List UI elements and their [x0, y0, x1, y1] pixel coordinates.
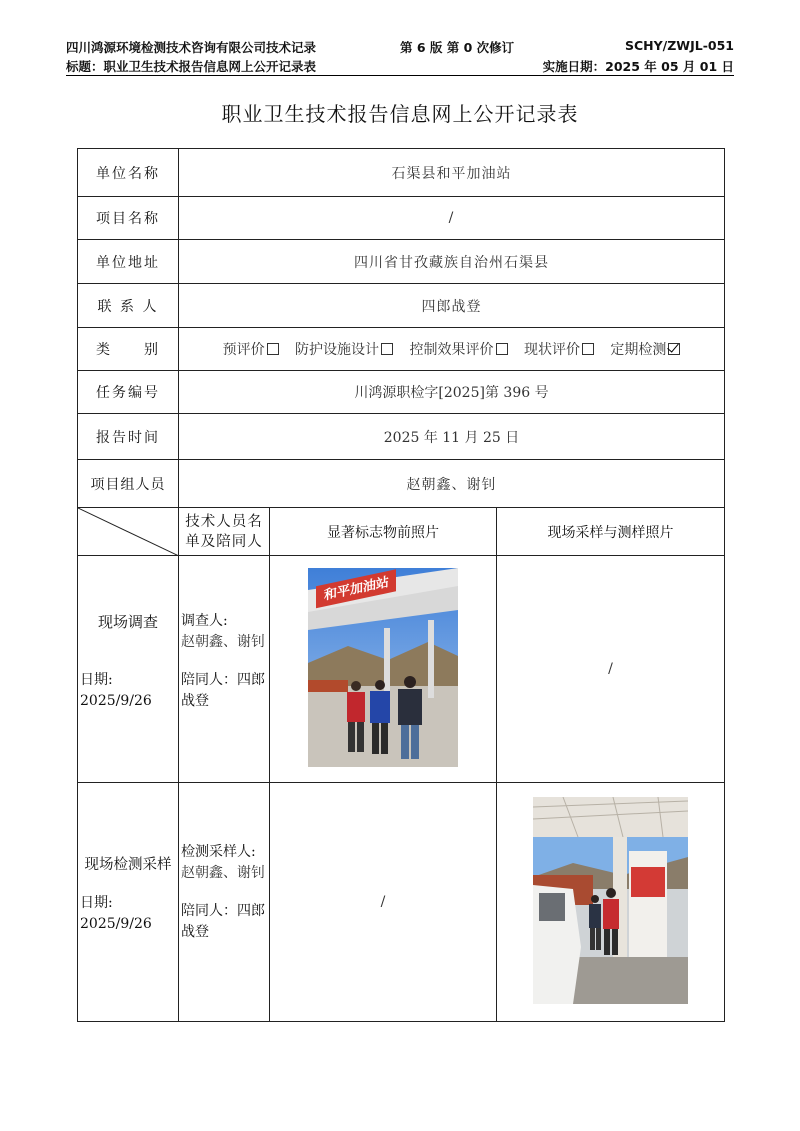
category-options — [179, 328, 725, 371]
sampling-label: 现场检测采样 — [84, 857, 172, 873]
sampling-photo-cell — [497, 783, 725, 1022]
sampling-label-cell — [78, 783, 179, 1022]
subject-line: 标题：职业卫生技术报告信息网上公开记录表 — [66, 59, 317, 74]
row-category — [78, 328, 725, 371]
row-unit-name — [78, 149, 725, 197]
header-line-1 — [66, 38, 734, 56]
record-table — [77, 148, 725, 1022]
row-contact — [78, 284, 725, 328]
value-team: 赵朝鑫、谢钊 — [179, 460, 725, 508]
row-team — [78, 460, 725, 508]
label-address: 单位地址 — [78, 240, 179, 284]
value-report-time: 2025 年 11 月 25 日 — [179, 414, 725, 460]
sampling-companion: 陪同人：四郎战登 — [181, 903, 265, 940]
checked-box-icon[interactable] — [668, 343, 680, 355]
survey-staff-names: 赵朝鑫、谢钊 — [181, 634, 265, 650]
staff-col-header: 技术人员名单及陪同人 — [179, 508, 270, 556]
label-report-time: 报告时间 — [78, 414, 179, 460]
company-name: 四川鸿源环境检测技术咨询有限公司技术记录 — [66, 40, 317, 55]
landmark-col-header: 显著标志物前照片 — [270, 508, 497, 556]
label-project-name: 项目名称 — [78, 197, 179, 240]
value-unit-name: 石渠县和平加油站 — [179, 149, 725, 197]
survey-staff-cell — [179, 556, 270, 783]
sampling-staff-cell — [179, 783, 270, 1022]
sampling-col-header: 现场采样与测样照片 — [497, 508, 725, 556]
row-sampling — [78, 783, 725, 1022]
row-address — [78, 240, 725, 284]
category-option: 定期检测 — [610, 339, 680, 359]
survey-date: 2025/9/26 — [80, 693, 152, 709]
label-category: 类 别 — [78, 328, 179, 371]
label-team: 项目组人员 — [78, 460, 179, 508]
header-line-2 — [66, 57, 734, 76]
sign-text: 和平加油站 — [324, 574, 389, 604]
survey-companion: 陪同人：四郎战登 — [181, 672, 265, 709]
category-option: 现状评价 — [524, 339, 594, 359]
label-unit-name: 单位名称 — [78, 149, 179, 197]
diagonal-line — [78, 508, 178, 555]
version-info: 第 6 版 第 0 次修订 — [400, 40, 515, 55]
survey-sampling-photo-placeholder: / — [497, 556, 725, 783]
checkbox-icon[interactable] — [582, 343, 594, 355]
survey-staff-role: 调查人: — [181, 613, 228, 629]
sampling-staff-names: 赵朝鑫、谢钊 — [181, 865, 265, 881]
survey-label: 现场调查 — [97, 613, 158, 631]
label-contact: 联 系 人 — [78, 284, 179, 328]
checkbox-icon[interactable] — [267, 343, 279, 355]
category-option: 防护设施设计 — [295, 339, 393, 359]
survey-label-cell — [78, 556, 179, 783]
checkbox-icon[interactable] — [381, 343, 393, 355]
row-task-no — [78, 371, 725, 414]
value-project-name: / — [179, 197, 725, 240]
value-task-no: 川鸿源职检字[2025]第 396 号 — [179, 371, 725, 414]
page-title: 职业卫生技术报告信息网上公开记录表 — [221, 102, 579, 126]
document-code: SCHY/ZWJL-051 — [624, 38, 734, 53]
effective-date: 实施日期：2025 年 05 月 01 日 — [542, 59, 734, 74]
sampling-photo — [533, 797, 688, 1004]
category-option: 控制效果评价 — [410, 339, 508, 359]
sampling-landmark-photo-placeholder: / — [270, 783, 497, 1022]
survey-date-label: 日期: — [80, 672, 113, 688]
checkbox-icon[interactable] — [496, 343, 508, 355]
row-survey — [78, 556, 725, 783]
diagonal-header-cell — [78, 508, 179, 556]
sampling-date-label: 日期: — [80, 895, 113, 911]
landmark-photo — [308, 568, 458, 767]
value-address: 四川省甘孜藏族自治州石渠县 — [179, 240, 725, 284]
sampling-date: 2025/9/26 — [80, 916, 152, 932]
category-option: 预评价 — [223, 339, 279, 359]
row-report-time — [78, 414, 725, 460]
sampling-staff-role: 检测采样人: — [181, 844, 256, 860]
row-project-name — [78, 197, 725, 240]
value-contact: 四郎战登 — [179, 284, 725, 328]
row-photo-header — [78, 508, 725, 556]
survey-landmark-photo-cell — [270, 556, 497, 783]
label-task-no: 任务编号 — [78, 371, 179, 414]
